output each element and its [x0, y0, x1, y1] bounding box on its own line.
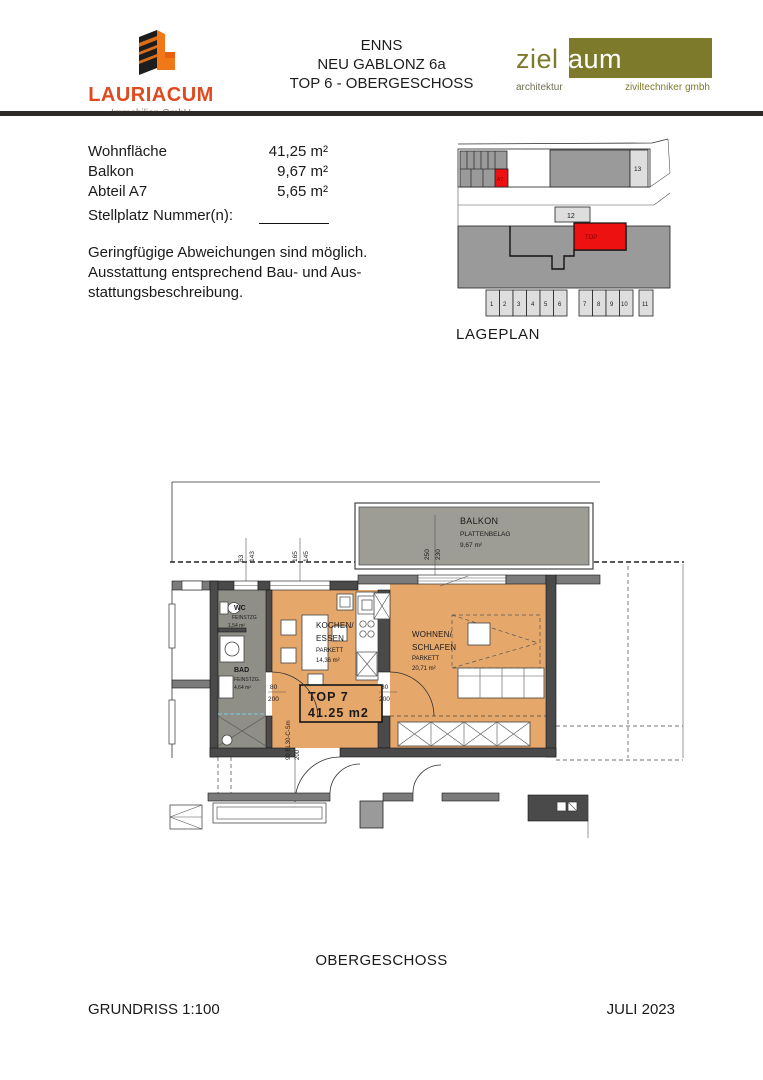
parking-stalls — [486, 290, 653, 316]
stall-number: 4 — [531, 302, 535, 308]
area-row — [88, 182, 348, 201]
siteplan — [452, 138, 677, 323]
door-arc-corridor-1 — [330, 764, 360, 793]
cell-13-label: 13 — [634, 166, 642, 173]
disclaimer-line: Ausstattung entsprechend Bau- und Aus- — [88, 264, 362, 281]
area-value: 9,67 m² — [277, 163, 328, 180]
unit-cell-top — [574, 223, 626, 250]
door-arc-corridor-2 — [413, 765, 441, 793]
balcony-name: BALKON — [460, 516, 499, 526]
disclaimer-line: stattungsbeschreibung. — [88, 284, 244, 301]
zielraum-ziel: ziel — [516, 44, 559, 74]
stall-number: 9 — [610, 302, 614, 308]
entry-dim-height: 200 — [295, 749, 301, 760]
side-table-icon — [468, 623, 490, 645]
floorplan — [168, 476, 685, 848]
storage-cell-a7-label: A7 — [497, 177, 504, 183]
upper-cabinet-icon — [337, 594, 353, 610]
stall-number: 3 — [517, 302, 521, 308]
siteplan-caption: LAGEPLAN — [456, 326, 541, 343]
bad-finish: FEINSTZG. — [234, 677, 261, 683]
kitchen-name2: ESSEN — [316, 634, 345, 643]
header-divider — [0, 111, 763, 116]
stall-number: 7 — [583, 302, 587, 308]
area-label: Abteil A7 — [88, 183, 148, 200]
wardrobe-icon — [398, 722, 530, 746]
balcony-finish: PLATTENBELAG — [460, 531, 511, 538]
zielraum-raum: raum — [558, 44, 623, 74]
zielraum-subrow — [516, 82, 710, 93]
stall-number: 5 — [544, 302, 548, 308]
disclaimer-line: Geringfügige Abweichungen sind möglich. — [88, 244, 368, 261]
area-label: Wohnfläche — [88, 143, 167, 160]
balcony-dim-230: 230 — [435, 549, 442, 560]
title-line-city: ENNS — [360, 37, 403, 54]
stair-glazing — [213, 803, 326, 823]
living-finish: PARKETT — [412, 656, 440, 662]
wc-area: 1,54 m² — [228, 623, 245, 629]
balcony — [355, 503, 593, 579]
unit-label-line1: TOP 7 — [308, 690, 349, 704]
title-line-unit: TOP 6 - OBERGESCHOSS — [289, 75, 474, 92]
door-dim: 80 — [381, 684, 389, 691]
area-value: 41,25 m² — [268, 143, 328, 160]
stairs-icon — [170, 805, 202, 829]
wc-name: WC — [234, 605, 246, 612]
area-value: 5,65 m² — [277, 183, 328, 200]
entry-dim-width: 90 EL30-C-Sm — [286, 720, 292, 760]
unit-label-box — [300, 685, 382, 722]
date-caption: JULI 2023 — [606, 1001, 675, 1018]
chair-icon — [281, 648, 296, 663]
area-summary — [88, 142, 348, 202]
window-dim: 145 — [303, 551, 310, 562]
stellplatz-label: Stellplatz Nummer(n): — [88, 207, 234, 224]
living-area: 20,71 m² — [412, 666, 436, 672]
zielraum-wordmark — [516, 44, 622, 74]
unit-cell-top-label: TOP — [585, 235, 598, 241]
stellplatz-row — [88, 207, 329, 224]
brand-name: LAURIACUM — [88, 84, 214, 106]
washer-icon — [220, 636, 244, 662]
door-dim: 200 — [268, 696, 279, 703]
bad-area: 4,64 m² — [234, 685, 251, 691]
tall-cabinet-icon — [374, 593, 390, 619]
sink-icon — [219, 676, 233, 698]
door-dim: 80 — [270, 684, 278, 691]
disclaimer — [88, 243, 388, 303]
door-dim: 200 — [379, 696, 390, 703]
stall-number: 11 — [642, 302, 649, 308]
living-name2: SCHLAFEN — [412, 643, 457, 652]
stall-number: 8 — [597, 302, 601, 308]
zielraum-logo — [512, 38, 712, 100]
window-dim: 143 — [249, 551, 256, 562]
window-dim: 165 — [292, 551, 299, 562]
wc-finish: FEINSTZG — [232, 615, 257, 621]
unit-label-line2: 41.25 m2 — [308, 706, 369, 720]
stall-number: 10 — [621, 302, 628, 308]
zielraum-sub-left: architektur — [516, 82, 563, 93]
stellplatz-blank — [259, 207, 329, 224]
living-name1: WOHNEN/ — [412, 630, 453, 639]
kitchen-area: 14,36 m² — [316, 658, 340, 664]
title-line-address: NEU GABLONZ 6a — [317, 56, 446, 73]
scale-caption: GRUNDRISS 1:100 — [88, 1001, 220, 1018]
kitchen-finish: PARKETT — [316, 648, 344, 654]
area-label: Balkon — [88, 163, 134, 180]
balcony-area: 9,67 m² — [460, 542, 483, 549]
sofa-bed-icon — [458, 668, 544, 698]
window-dim: 63 — [238, 554, 245, 562]
chair-icon — [281, 620, 296, 635]
stall-number: 2 — [503, 302, 507, 308]
area-row — [88, 142, 348, 161]
cell-12-label: 12 — [567, 213, 575, 220]
kitchen-name1: KOCHEN/ — [316, 621, 354, 630]
stall-number: 6 — [558, 302, 562, 308]
siteplan-building-block — [550, 150, 630, 187]
balcony-dim-250: 250 — [424, 549, 431, 560]
zielraum-sub-right: ziviltechniker gmbh — [624, 82, 710, 93]
toilet-icon — [220, 602, 228, 614]
stall-number: 1 — [490, 302, 494, 308]
corridor — [170, 757, 588, 838]
floor-caption: OBERGESCHOSS — [315, 952, 448, 969]
bad-name: BAD — [234, 667, 250, 674]
area-row — [88, 162, 348, 181]
